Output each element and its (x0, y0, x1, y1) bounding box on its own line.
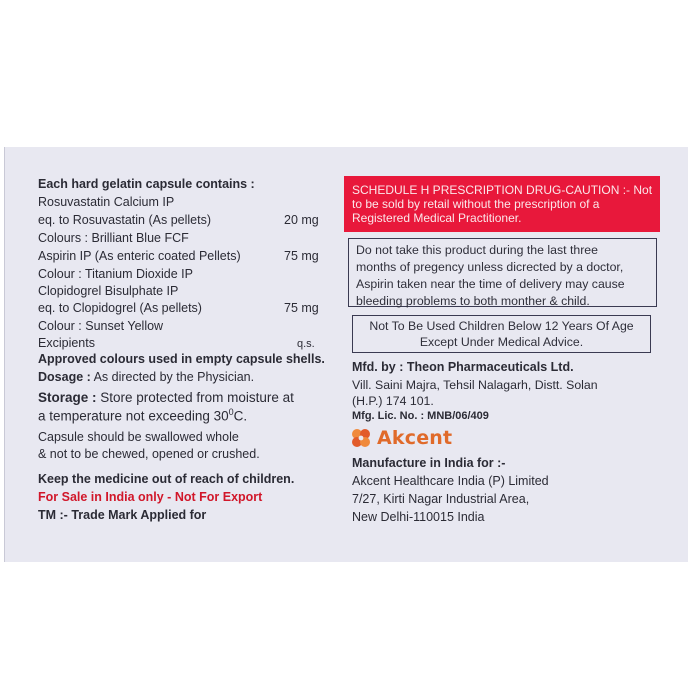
storage-line (38, 390, 294, 405)
capsule-instruction: Capsule should be swallowed whole (38, 430, 239, 444)
degree-symbol: 0 (228, 407, 234, 417)
trademark-note: TM :- Trade Mark Applied for (38, 508, 207, 522)
warning-line: Aspirin taken near the time of delivery may cause (356, 277, 625, 291)
ingredient-qty: q.s. (297, 338, 315, 350)
dosage-text: As directed by the Physician. (93, 370, 255, 384)
schedule-h-caution (344, 176, 660, 232)
ingredient-line: eq. to Clopidogrel (As pellets) (38, 301, 202, 315)
pregnancy-warning-box (348, 238, 657, 307)
manufacture-for-label: Manufacture in India for :- (352, 456, 506, 470)
ingredient-line: Clopidogrel Bisulphate IP (38, 284, 179, 298)
composition-heading: Each hard gelatin capsule contains : (38, 177, 255, 191)
ingredient-line: Colour : Sunset Yellow (38, 319, 164, 333)
warning-line: bleeding problems to both monther & child. (356, 294, 590, 308)
dosage-line (38, 370, 254, 384)
ingredient-qty: 75 mg (284, 249, 319, 263)
schedule-line: SCHEDULE H PRESCRIPTION DRUG-CAUTION :- Not (352, 183, 653, 197)
warning-line: months of pregency unless dicrected by a doctor, (356, 260, 624, 274)
ingredient-line: Aspirin IP (As enteric coated Pellets) (38, 249, 241, 263)
storage-unit: C. (233, 408, 248, 424)
company-line: Akcent Healthcare India (P) Limited (352, 474, 549, 488)
logo-wordmark: Akcent (377, 427, 453, 449)
approved-colours-note: Approved colours used in empty capsule shells. (38, 352, 325, 366)
capsule-instruction: & not to be chewed, opened or crushed. (38, 447, 260, 461)
akcent-flower-icon (350, 427, 372, 449)
manufacturer-address: (H.P.) 174 101. (352, 394, 434, 408)
ingredient-line: Colours : Brilliant Blue FCF (38, 231, 189, 245)
company-line: New Delhi-110015 India (352, 510, 485, 524)
ingredient-line: Rosuvastatin Calcium IP (38, 195, 175, 209)
storage-text: Store protected from moisture at (100, 390, 294, 405)
sale-notice: For Sale in India only - Not For Export (38, 490, 263, 504)
manufacturer-name: Mfd. by : Theon Pharmaceuticals Ltd. (352, 360, 574, 374)
schedule-line: Registered Medical Practitioner. (352, 211, 522, 225)
storage-text-2: a temperature not exceeding 30 (38, 408, 229, 424)
warning-line: Do not take this product during the last three (356, 243, 598, 257)
age-warning-line: Except Under Medical Advice. (419, 335, 584, 349)
storage-label: Storage : (38, 390, 97, 405)
age-warning-box (352, 315, 651, 353)
mfg-license: Mfg. Lic. No. : MNB/06/409 (352, 410, 489, 422)
dosage-label: Dosage : (38, 370, 91, 384)
age-warning-line: Not To Be Used Children Below 12 Years Of Age (369, 319, 634, 333)
storage-temperature (38, 407, 247, 424)
ingredient-line: Excipients (38, 336, 95, 350)
ingredient-qty: 20 mg (284, 213, 319, 227)
ingredient-line: Colour : Titanium Dioxide IP (38, 267, 193, 281)
ingredient-line: eq. to Rosuvastatin (As pellets) (38, 213, 211, 227)
keep-out-of-reach: Keep the medicine out of reach of children. (38, 472, 295, 486)
schedule-line: to be sold by retail without the prescription of a (352, 197, 600, 211)
ingredient-qty: 75 mg (284, 301, 319, 315)
company-line: 7/27, Kirti Nagar Industrial Area, (352, 492, 530, 506)
akcent-logo (350, 427, 452, 449)
manufacturer-address: Vill. Saini Majra, Tehsil Nalagarh, Distt. Solan (352, 378, 598, 392)
